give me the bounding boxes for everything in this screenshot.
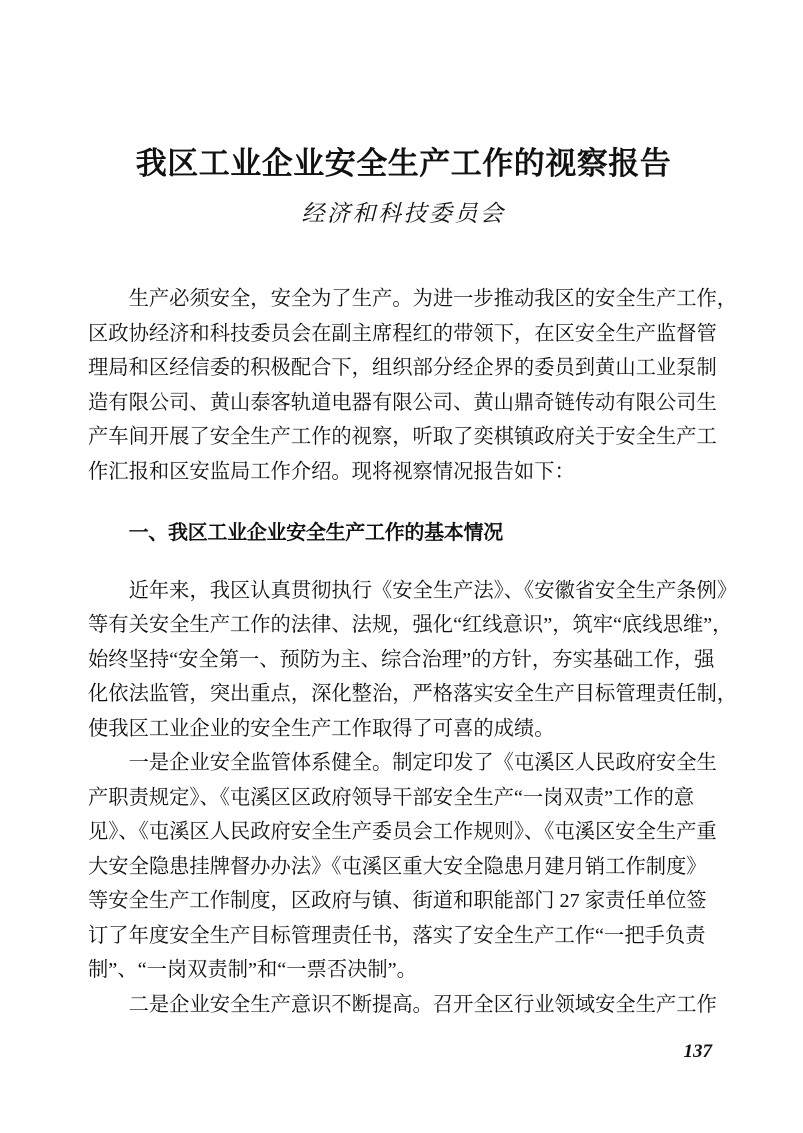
text-line: 化依法监管，突出重点，深化整治，严格落实安全生产目标管理责任制， (88, 683, 738, 705)
document-author: 经济和科技委员会 (301, 201, 506, 226)
text-line: 使我区工业企业的安全生产工作取得了可喜的成绩。 (88, 717, 555, 740)
text-line: 大安全隐患挂牌督办办法》《屯溪区重大安全隐患月建月销工作制度》 (88, 855, 707, 878)
text-line: 造有限公司、黄山泰客轨道电器有限公司、黄山鼎奇链传动有限公司生 (88, 391, 717, 414)
text-line: 等安全生产工作制度，区政府与镇、街道和职能部门 27 家责任单位签 (88, 890, 707, 912)
text-line: 一是企业安全监管体系健全。制定印发了《屯溪区人民政府安全生 (128, 752, 717, 774)
text-line: 近年来，我区认真贯彻执行《安全生产法》、《安徽省安全生产条例》 (128, 579, 738, 602)
document-title: 我区工业企业安全生产工作的视察报告 (135, 146, 672, 181)
intro-paragraph (88, 282, 738, 489)
text-line: 产职责规定》、《屯溪区区政府领导干部安全生产“一岗双责”工作的意 (88, 786, 695, 809)
text-line: 区政协经济和科技委员会在副主席程红的带领下，在区安全生产监督管 (88, 322, 717, 345)
section1-paragraph-2 (88, 746, 719, 988)
section-heading: 一、我区工业企业安全生产工作的基本情况 (128, 520, 503, 544)
text-line: 订了年度安全生产目标管理责任书，落实了安全生产工作“一把手负责 (88, 924, 706, 947)
text-line: 作汇报和区安监局工作介绍。现将视察情况报告如下： (88, 460, 575, 483)
section1-paragraph-3 (88, 988, 719, 1023)
text-line: 等有关安全生产工作的法律、法规，强化“红线意识”，筑牢“底线思维”， (88, 614, 733, 636)
text-line: 二是企业安全生产意识不断提高。召开全区行业领域安全生产工作 (128, 993, 717, 1016)
text-line: 见》、《屯溪区人民政府安全生产委员会工作规则》、《屯溪区安全生产重 (88, 821, 717, 843)
section1-paragraph-1 (88, 574, 738, 747)
text-line: 理局和区经信委的积极配合下，组织部分经企界的委员到黄山工业泵制 (88, 357, 717, 379)
page-number: 137 (683, 1041, 712, 1062)
text-line: 生产必须安全，安全为了生产。为进一步推动我区的安全生产工作， (128, 288, 738, 310)
text-line: 始终坚持“安全第一、预防为主、综合治理”的方针，夯实基础工作，强 (88, 648, 715, 671)
text-line: 制”、“一岗双责制”和“一票否决制”。 (88, 959, 417, 981)
text-line: 产车间开展了安全生产工作的视察，听取了奕棋镇政府关于安全生产工 (88, 426, 717, 448)
